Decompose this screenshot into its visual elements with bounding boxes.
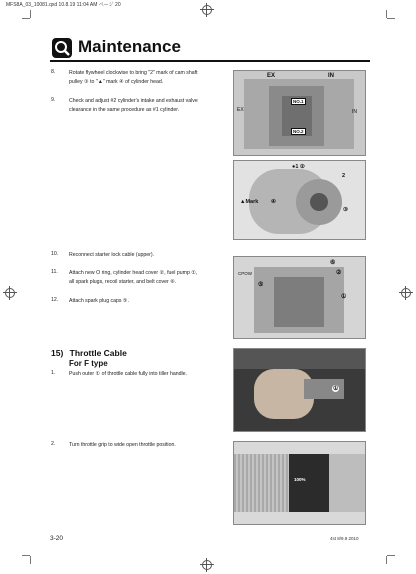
crop-mark xyxy=(387,555,395,556)
crop-mark xyxy=(386,10,387,18)
label-mark-4: ④ xyxy=(271,199,276,205)
step-text xyxy=(69,97,229,114)
label-in: IN xyxy=(328,73,334,79)
crop-mark xyxy=(22,555,30,556)
step-line: Check and adjust #2 cylinder's intake and exhaust valve xyxy=(69,98,198,104)
step-line: Attach new O ring, cylinder head cover ②, fuel pump ①, xyxy=(69,270,198,276)
step-line: Turn throttle grip to wide open throttle position. xyxy=(69,442,176,448)
crop-mark xyxy=(387,18,395,19)
step-number: 9. xyxy=(51,97,56,103)
step-number: 12. xyxy=(51,297,59,303)
label-no1: NO.1 xyxy=(293,99,304,104)
registration-mark-right xyxy=(399,286,413,300)
step-text xyxy=(69,269,234,286)
step-line: all spark plugs, recoil starter, and belt cover ⑥. xyxy=(69,278,177,285)
registration-mark-top xyxy=(200,3,214,17)
subsection-subtitle: For F type xyxy=(69,359,108,368)
label-callout-6: ⑥ xyxy=(330,260,336,266)
step-line: clearance in the same procedure as #1 cylinder. xyxy=(69,106,180,113)
crop-mark xyxy=(22,18,30,19)
step-text xyxy=(69,297,234,306)
label-callout-5: ⑤ xyxy=(258,282,264,288)
document-code: 4st 8/9.9 2010 xyxy=(330,536,359,541)
subsection-title: Throttle Cable xyxy=(69,348,127,358)
figure-valve-clearance xyxy=(233,70,366,156)
label-mark-arrow: ▲Mark xyxy=(240,199,259,205)
crop-mark xyxy=(386,556,387,564)
label-mark-1: ●1 ② xyxy=(292,164,305,170)
registration-mark-bottom xyxy=(200,558,214,572)
label-in-side: IN xyxy=(352,109,357,115)
page-number: 3-20 xyxy=(50,535,64,542)
step-number: 1. xyxy=(51,370,56,376)
file-header: MFS8A_03_10081.qxd 10.8.19 11:04 AM ページ 20 xyxy=(6,2,121,8)
label-mark-2: 2 xyxy=(342,173,346,179)
step-text xyxy=(69,251,234,260)
step-line: Push outer ① of throttle cable fully into tiller handle. xyxy=(69,371,187,377)
step-number: 10. xyxy=(51,251,59,257)
label-side-text: CPOW xyxy=(238,271,252,276)
step-line: Rotate flywheel clockwise to bring "2" mark of cam shaft xyxy=(69,70,198,76)
label-callout-1: ① xyxy=(333,386,339,392)
step-text xyxy=(69,69,229,86)
step-number: 2. xyxy=(51,441,56,447)
step-number: 11. xyxy=(51,269,58,275)
registration-mark-left xyxy=(3,286,17,300)
label-ex: EX xyxy=(267,73,276,79)
figure-throttle-grip xyxy=(233,441,366,525)
figure-throttle-cable xyxy=(233,348,366,432)
figure-pulley-mark xyxy=(233,160,366,240)
step-text xyxy=(69,370,234,379)
label-no2: NO.2 xyxy=(293,129,304,134)
label-mark-3: ③ xyxy=(343,207,348,213)
subsection-number: 15) xyxy=(51,348,64,358)
crop-mark xyxy=(30,10,31,18)
title-divider xyxy=(50,60,370,62)
label-callout-1: ① xyxy=(341,294,347,300)
step-number: 8. xyxy=(51,69,56,75)
wrench-icon xyxy=(52,38,72,58)
page-title: Maintenance xyxy=(78,37,181,56)
crop-mark xyxy=(30,556,31,564)
step-text xyxy=(69,441,234,450)
label-wide-open: 100% xyxy=(294,477,306,482)
label-callout-2: ② xyxy=(336,270,342,276)
label-ex-side: EX xyxy=(237,107,244,113)
step-line: pulley ③ to "▲" mark ④ of cylinder head. xyxy=(69,78,164,85)
step-line: Reconnect starter lock cable (upper). xyxy=(69,252,155,258)
figure-engine-assembly xyxy=(233,256,366,339)
step-line: Attach spark plug caps ⑤. xyxy=(69,298,130,304)
subsection-heading xyxy=(51,348,127,358)
